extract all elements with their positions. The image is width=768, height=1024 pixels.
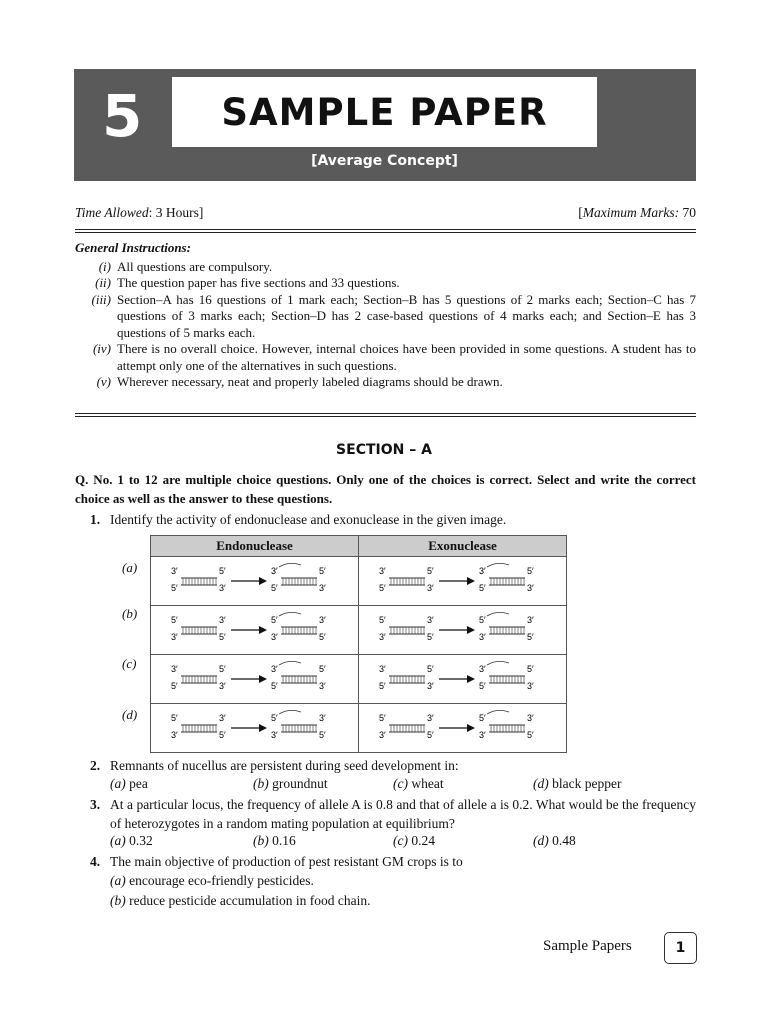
svg-text:5′: 5′: [427, 730, 434, 740]
maximum-marks: [Maximum Marks: 70: [578, 205, 696, 220]
svg-text:5′: 5′: [527, 730, 534, 740]
instruction-item: (iii) Section–A has 16 questions of 1 mark each; Section–B has 5 questions of 2 marks each; Section–C has 7 questions of 3 marks each; Section–D has 2 case-based questions of 4 marks each; and Section–E has 3 questions of 5 marks each.: [91, 291, 696, 340]
svg-text:3′: 3′: [219, 583, 226, 593]
svg-text:5′: 5′: [427, 632, 434, 642]
option: (b) 0.16: [253, 833, 296, 848]
svg-text:3′: 3′: [527, 713, 534, 723]
svg-text:3′: 3′: [479, 664, 486, 674]
svg-text:5′: 5′: [427, 664, 434, 674]
svg-text:5′: 5′: [527, 566, 534, 576]
divider: [75, 229, 696, 230]
option: (a) encourage eco-friendly pesticides.: [110, 873, 314, 888]
svg-text:5′: 5′: [319, 664, 326, 674]
svg-text:5′: 5′: [527, 664, 534, 674]
svg-text:5′: 5′: [319, 566, 326, 576]
option: (c) 0.24: [393, 833, 435, 848]
svg-text:5′: 5′: [527, 632, 534, 642]
title-box: [172, 77, 597, 147]
dna-diagram: [151, 606, 359, 655]
time-allowed: Time Allowed: 3 Hours]: [75, 205, 204, 220]
instruction-item: (v) Wherever necessary, neat and properly labeled diagrams should be drawn.: [96, 374, 503, 389]
instructions-heading: General Instructions:: [75, 240, 191, 255]
svg-text:3′: 3′: [379, 566, 386, 576]
svg-text:5′: 5′: [379, 615, 386, 625]
instruction-item: (iv) There is no overall choice. However, internal choices have been provided in some questions. A student has to attempt only one of the alternatives in such questions.: [92, 341, 696, 373]
svg-text:3′: 3′: [479, 566, 486, 576]
svg-text:3′: 3′: [271, 730, 278, 740]
option: (a) pea: [110, 776, 148, 791]
svg-text:3′: 3′: [219, 713, 226, 723]
footer-label: Sample Papers: [543, 938, 632, 954]
svg-text:5′: 5′: [479, 713, 486, 723]
dna-diagram: [151, 704, 359, 753]
svg-text:3′: 3′: [271, 566, 278, 576]
svg-text:5′: 5′: [319, 730, 326, 740]
option: (c) wheat: [393, 776, 444, 791]
column-header: Endonuclease: [151, 536, 359, 557]
option-label: (a): [122, 560, 138, 575]
dna-diagram: [359, 655, 567, 704]
option: (b) reduce pesticide accumulation in food chain.: [110, 893, 371, 908]
svg-text:5′: 5′: [479, 615, 486, 625]
dna-diagram: [151, 655, 359, 704]
svg-text:5′: 5′: [379, 583, 386, 593]
dna-diagram: [359, 606, 567, 655]
svg-text:3′: 3′: [171, 566, 178, 576]
svg-text:5′: 5′: [219, 730, 226, 740]
svg-text:3′: 3′: [527, 583, 534, 593]
svg-text:3′: 3′: [319, 583, 326, 593]
svg-text:3′: 3′: [527, 615, 534, 625]
svg-text:3′: 3′: [379, 730, 386, 740]
header-banner: [74, 69, 696, 181]
option-label: (b): [122, 606, 138, 621]
svg-text:3′: 3′: [379, 664, 386, 674]
instruction-item: (ii) The question paper has five sections and 33 questions.: [95, 275, 400, 290]
svg-text:3′: 3′: [271, 664, 278, 674]
svg-text:3′: 3′: [427, 583, 434, 593]
option: (a) 0.32: [110, 833, 153, 848]
nuclease-table: [150, 535, 567, 753]
option: (d) 0.48: [533, 833, 576, 848]
svg-text:5′: 5′: [271, 615, 278, 625]
svg-text:3′: 3′: [427, 713, 434, 723]
svg-text:3′: 3′: [479, 632, 486, 642]
svg-text:3′: 3′: [319, 681, 326, 691]
svg-text:5′: 5′: [379, 681, 386, 691]
svg-text:3′: 3′: [427, 615, 434, 625]
svg-text:3′: 3′: [527, 681, 534, 691]
paper-number: 5: [102, 82, 143, 150]
svg-text:5′: 5′: [427, 566, 434, 576]
section-heading: SECTION – A: [336, 442, 432, 458]
svg-text:3′: 3′: [319, 713, 326, 723]
svg-text:5′: 5′: [479, 583, 486, 593]
divider: [75, 416, 696, 417]
svg-text:5′: 5′: [271, 681, 278, 691]
general-instructions: [75, 240, 696, 391]
svg-text:5′: 5′: [271, 713, 278, 723]
svg-text:3′: 3′: [271, 632, 278, 642]
svg-text:5′: 5′: [379, 713, 386, 723]
column-header: Exonuclease: [359, 536, 567, 557]
question-2: 2. Remnants of nucellus are persistent during seed development in:: [90, 758, 459, 773]
option: (d) black pepper: [533, 776, 622, 791]
svg-text:3′: 3′: [427, 681, 434, 691]
dna-diagram: [359, 557, 567, 606]
svg-text:3′: 3′: [219, 615, 226, 625]
divider: [75, 232, 696, 233]
options-row: [110, 776, 696, 792]
svg-text:5′: 5′: [219, 632, 226, 642]
svg-text:5′: 5′: [319, 632, 326, 642]
page-subtitle: [Average Concept]: [311, 153, 458, 169]
page-title: SAMPLE PAPER: [221, 90, 548, 134]
divider: [75, 413, 696, 414]
svg-text:5′: 5′: [479, 681, 486, 691]
svg-text:3′: 3′: [379, 632, 386, 642]
svg-text:5′: 5′: [271, 583, 278, 593]
svg-text:5′: 5′: [171, 681, 178, 691]
question-4: 4. The main objective of production of pest resistant GM crops is to: [90, 854, 463, 869]
svg-text:3′: 3′: [479, 730, 486, 740]
svg-text:3′: 3′: [171, 730, 178, 740]
dna-diagram: [359, 704, 567, 753]
option: (b) groundnut: [253, 776, 328, 791]
svg-text:3′: 3′: [171, 632, 178, 642]
option-label: (c): [122, 656, 137, 671]
svg-text:3′: 3′: [319, 615, 326, 625]
question-1: 1. Identify the activity of endonuclease and exonuclease in the given image.: [90, 512, 507, 527]
option-label: (d): [122, 707, 138, 722]
instruction-item: (i) All questions are compulsory.: [98, 258, 273, 274]
svg-text:5′: 5′: [171, 713, 178, 723]
dna-diagram: [151, 557, 359, 606]
page-number: 1: [664, 932, 697, 964]
svg-text:5′: 5′: [219, 664, 226, 674]
svg-text:3′: 3′: [219, 681, 226, 691]
svg-text:5′: 5′: [219, 566, 226, 576]
question-3: 3. At a particular locus, the frequency of allele A is 0.8 and that of allele a is 0.2. What would be the frequency of heterozygotes in a random mating population at equilibrium?: [90, 797, 696, 831]
mcq-instructions: Q. No. 1 to 12 are multiple choice questions. Only one of the choices is correct. Select and write the correct choice as well as the answer to these questions.: [75, 472, 696, 506]
svg-text:3′: 3′: [171, 664, 178, 674]
svg-text:5′: 5′: [171, 615, 178, 625]
svg-text:5′: 5′: [171, 583, 178, 593]
options-row: [110, 833, 696, 849]
